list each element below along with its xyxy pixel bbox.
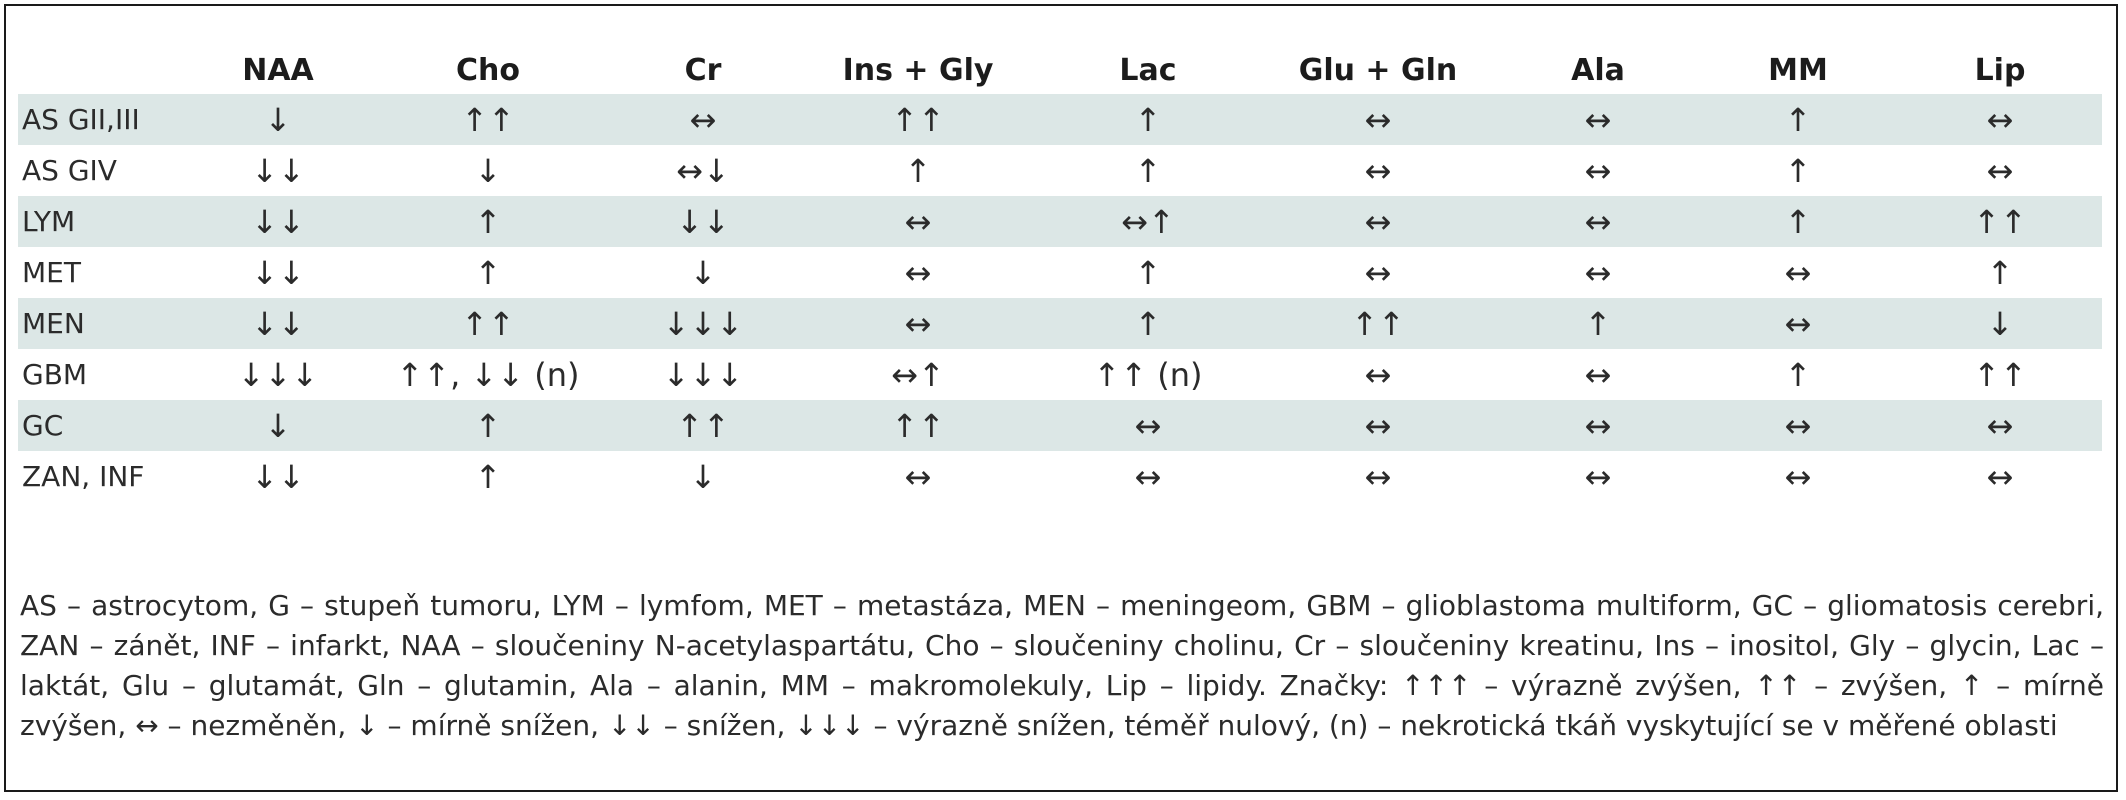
row-label: LYM <box>18 196 188 247</box>
row-label: AS GIV <box>22 154 117 187</box>
table-cell: ↑ <box>474 253 502 292</box>
table-cell: ↔ <box>1364 253 1392 292</box>
table-row <box>18 247 2102 298</box>
table-cell: ↔ <box>1038 400 1258 451</box>
row-label: AS GII,III <box>18 94 188 145</box>
table-cell: ↓ <box>689 457 717 496</box>
table-cell: ↔ <box>1898 94 2102 145</box>
table-cell: ↑↑ <box>368 94 608 145</box>
table-cell: ↔ <box>1258 400 1498 451</box>
table-row <box>18 400 2102 451</box>
header-cell: Ala <box>1571 52 1625 88</box>
table-cell: ↑↑ <box>1258 298 1498 349</box>
table-cell: ↑ <box>1698 196 1898 247</box>
table-cell: ↑↑ <box>1973 355 2027 394</box>
header-cell: NAA <box>242 52 314 88</box>
table-cell: ↑ <box>368 400 608 451</box>
header-cell: MM <box>1768 52 1828 88</box>
table-cell: ↑↑ <box>608 400 798 451</box>
table-cell: ↔ <box>1784 457 1812 496</box>
table-cell: ↓ <box>188 400 368 451</box>
table-cell: ↑ <box>1986 253 2014 292</box>
table-cell: ↓↓ <box>251 253 305 292</box>
table-cell: ↑↑ <box>798 94 1038 145</box>
table-cell: ↔↑ <box>1038 196 1258 247</box>
header-cell: Cr <box>684 52 722 88</box>
table-cell: ↓↓↓ <box>608 298 798 349</box>
table-cell: ↑↑ <box>1898 196 2102 247</box>
table-cell: ↑ <box>904 151 932 190</box>
table-cell: ↓↓ <box>251 457 305 496</box>
table-cell: ↔ <box>1364 151 1392 190</box>
row-label: GBM <box>22 358 88 391</box>
table-cell: ↔↑ <box>891 355 945 394</box>
table-row <box>18 196 2102 247</box>
table-cell: ↔ <box>904 253 932 292</box>
table-cell: ↑ <box>1698 94 1898 145</box>
table-cell: ↓↓↓ <box>237 355 319 394</box>
table-cell: ↔ <box>1584 457 1612 496</box>
table-cell: ↔ <box>1986 151 2014 190</box>
table-cell: ↔ <box>1134 457 1162 496</box>
row-label: ZAN, INF <box>22 460 145 493</box>
table-cell: ↓ <box>1898 298 2102 349</box>
table-row <box>18 145 2102 196</box>
table-cell: ↑ <box>1784 151 1812 190</box>
table-cell: ↔↓ <box>676 151 730 190</box>
table-cell: ↑ <box>1038 94 1258 145</box>
header-cell: Lip <box>1974 52 2026 88</box>
table-cell: ↔ <box>1986 457 2014 496</box>
table-cell: ↓↓ <box>188 196 368 247</box>
table-cell: ↔ <box>1258 196 1498 247</box>
table-cell: ↑↑, ↓↓ (n) <box>396 355 580 394</box>
table-cell: ↔ <box>1258 94 1498 145</box>
table-cell: ↔ <box>608 94 798 145</box>
table-cell: ↔ <box>1584 151 1612 190</box>
table-row <box>18 349 2102 400</box>
table-cell: ↔ <box>1498 400 1698 451</box>
table-cell: ↑ <box>1134 151 1162 190</box>
table-row <box>18 451 2102 502</box>
header-cell: Cho <box>456 52 520 88</box>
table-cell: ↑ <box>1134 253 1162 292</box>
table-cell: ↔ <box>1584 355 1612 394</box>
table-cell: ↔ <box>798 196 1038 247</box>
table-row <box>18 298 2102 349</box>
table-cell: ↑↑ (n) <box>1093 355 1203 394</box>
mr-spectroscopy-table <box>18 46 2102 502</box>
row-label: MET <box>22 256 81 289</box>
table-cell: ↑ <box>474 457 502 496</box>
table-cell: ↑↑ <box>798 400 1038 451</box>
table-cell: ↔ <box>1584 253 1612 292</box>
header-cell: Lac <box>1119 52 1177 88</box>
row-label: MEN <box>18 298 188 349</box>
header-cell: Ins + Gly <box>842 52 994 88</box>
table-cell: ↔ <box>798 298 1038 349</box>
table-cell: ↓↓ <box>251 151 305 190</box>
table-cell: ↔ <box>1784 253 1812 292</box>
table-cell: ↓ <box>689 253 717 292</box>
table-cell: ↓↓ <box>608 196 798 247</box>
table-cell: ↑ <box>368 196 608 247</box>
table-cell: ↓↓↓ <box>662 355 744 394</box>
table-cell: ↑ <box>1498 298 1698 349</box>
table-cell: ↔ <box>1498 196 1698 247</box>
table-cell: ↔ <box>1698 298 1898 349</box>
legend-footnote: AS – astrocytom, G – stupeň tumoru, LYM – lymfom, MET – metastáza, MEN – meningeom, GBM – glioblastoma multiform, GC – gliomatosis cerebri, ZAN – zánět, INF – infarkt, NAA – sloučeniny N-acetylaspartátu, Cho – sloučeniny cholinu, Cr – sloučeniny kreatinu, Ins – inositol, Gly – glycin, Lac – laktát, Glu – glutamát, Gln – glutamin, Ala – alanin, MM – makromolekuly, Lip – lipidy. Značky: ↑↑↑ – výrazně zvýšen, ↑↑ – zvýšen, ↑ – mírně zvýšen, ↔ – nezměněn, ↓ – mírně snížen, ↓↓ – snížen, ↓↓↓ – výrazně snížen, téměř nulový, (n) – nekrotická tkáň vyskytující se v měřené oblasti <box>20 589 2104 742</box>
table-cell: ↑ <box>1784 355 1812 394</box>
table-cell: ↔ <box>1698 400 1898 451</box>
table-cell: ↑ <box>1038 298 1258 349</box>
table-cell: ↔ <box>1364 355 1392 394</box>
table-cell: ↔ <box>1898 400 2102 451</box>
header-row <box>18 46 2102 94</box>
header-cell: Glu + Gln <box>1298 52 1458 88</box>
table-cell: ↓ <box>474 151 502 190</box>
table-cell: ↑↑ <box>368 298 608 349</box>
table-row <box>18 94 2102 145</box>
table-cell: ↔ <box>1498 94 1698 145</box>
table-cell: ↓ <box>188 94 368 145</box>
table-cell: ↓↓ <box>188 298 368 349</box>
row-label: GC <box>18 400 188 451</box>
header-cell <box>18 46 188 94</box>
table-cell: ↔ <box>904 457 932 496</box>
table-cell: ↔ <box>1364 457 1392 496</box>
